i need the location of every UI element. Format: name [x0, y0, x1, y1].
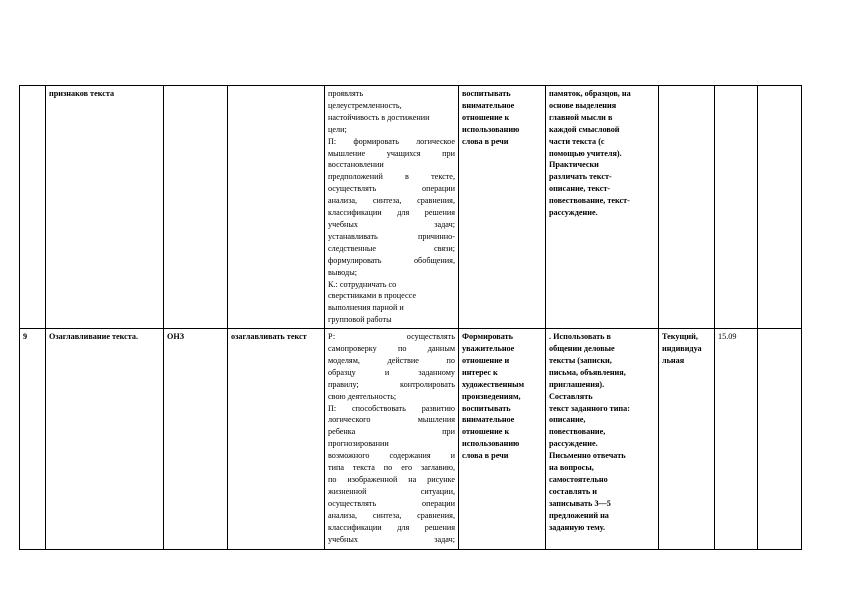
text-line: описание, — [549, 415, 586, 425]
text-line: главной мысли в — [549, 112, 613, 122]
text-line: общении деловые — [549, 344, 615, 354]
topic-cell: Озаглавливание текста. — [46, 329, 164, 550]
text-line: предположений в тексте, — [328, 172, 455, 182]
text-line: образцу и заданному — [328, 367, 455, 377]
text-line: жизненной ситуации, — [328, 486, 455, 496]
text-line: предложений на — [549, 510, 609, 520]
text-line: письма, объявления, — [549, 367, 626, 377]
text-line: групповой работы — [328, 315, 392, 325]
control-cell — [659, 86, 715, 329]
activity-cell — [546, 329, 659, 550]
text-line: Р: осуществлять — [328, 332, 455, 342]
row-number — [20, 86, 46, 329]
text-line: классификации для решения — [328, 522, 455, 532]
text-line: использованию — [462, 439, 520, 449]
text-line: слова в речи — [462, 451, 509, 461]
text-line: воспитывать — [462, 89, 511, 98]
text-line: мышление учащихся при — [328, 148, 455, 158]
text-line: по изображенной на рисунке — [328, 475, 455, 484]
extra-cell — [758, 86, 802, 329]
text-line: правилу; контролировать — [328, 379, 455, 389]
text-line: прогнозировании — [328, 439, 389, 449]
text-line: Текущий, — [662, 332, 698, 342]
text-line: уважительное — [462, 344, 515, 354]
text-line: составлять и — [549, 486, 598, 496]
text-line: основе выделения — [549, 100, 617, 110]
personal-result-cell — [459, 86, 546, 329]
text-line: учебных задач; — [328, 534, 455, 544]
text-line: льная — [662, 355, 685, 365]
text-line: повествование, текст- — [549, 196, 630, 206]
table-row — [20, 86, 802, 329]
topic-cell: признаков текста — [46, 86, 164, 329]
control-cell — [659, 329, 715, 550]
activity-cell — [546, 86, 659, 329]
text-line: различать текст- — [549, 172, 612, 182]
text-line: художественным — [462, 379, 525, 389]
text-line: помощью учителя). — [549, 148, 622, 158]
text-line: рассуждение. — [549, 208, 598, 218]
text-line: отношение к — [462, 112, 510, 122]
text-line: К.: сотрудничать со — [328, 279, 397, 289]
lesson-plan-table — [19, 85, 802, 550]
text-line: цели; — [328, 124, 347, 134]
text-line: типа текста по его заглавию, — [328, 463, 455, 473]
text-line: памяток, образцов, на — [549, 89, 631, 98]
text-line: записывать 3—5 — [549, 498, 611, 508]
text-line: самопроверку по данным — [328, 344, 455, 354]
text-line: настойчивость в достижении — [328, 112, 430, 122]
text-line: на вопросы, — [549, 463, 594, 473]
text-line: использованию — [462, 124, 520, 134]
lesson-type-cell — [164, 86, 228, 329]
lesson-type-cell: ОНЗ — [164, 329, 228, 550]
text-line: проявлять — [328, 89, 364, 98]
text-line: свою деятельность; — [328, 391, 397, 401]
text-line: повествование, — [549, 427, 606, 437]
text-line: осуществлять операции — [328, 498, 455, 508]
text-line: осуществлять операции — [328, 184, 455, 194]
text-line: заданную тему. — [549, 522, 606, 532]
text-line: отношение и — [462, 355, 510, 365]
text-line: учебных задач; — [328, 219, 455, 229]
subject-result-cell: озаглавливать текст — [228, 329, 325, 550]
text-line: возможного содержания и — [328, 451, 455, 461]
text-line: Составлять — [549, 391, 593, 401]
text-line: внимательное — [462, 100, 515, 110]
text-line: логического мышления — [328, 415, 455, 425]
text-line: Письменно отвечать — [549, 451, 626, 461]
text-line: текст заданного типа: — [549, 403, 630, 413]
text-line: целеустремленность, — [328, 100, 402, 110]
text-line: П: формировать логическое — [328, 136, 455, 146]
text-line: следственные связи; — [328, 243, 455, 253]
text-line: Практически — [549, 160, 599, 170]
extra-cell — [758, 329, 802, 550]
text-line: классификации для решения — [328, 208, 455, 218]
date-cell — [715, 86, 758, 329]
date-cell: 15.09 — [715, 329, 758, 550]
text-line: анализа, синтеза, сравнения, — [328, 196, 455, 206]
text-line: формулировать обобщения, — [328, 255, 455, 265]
text-line: устанавливать причинно- — [328, 231, 455, 241]
text-line: внимательное — [462, 415, 515, 425]
subject-result-cell — [228, 86, 325, 329]
text-line: каждой смысловой — [549, 124, 620, 134]
text-line: выводы; — [328, 267, 357, 277]
text-line: Формировать — [462, 332, 513, 342]
metasubject-cell — [325, 329, 459, 550]
text-line: анализа, синтеза, сравнения, — [328, 510, 455, 520]
text-line: воспитывать — [462, 403, 511, 413]
text-line: рассуждение. — [549, 439, 598, 449]
text-line: интерес к — [462, 367, 498, 377]
text-line: тексты (записки, — [549, 355, 612, 365]
table-row — [20, 329, 802, 550]
text-line: моделям, действие по — [328, 355, 455, 365]
text-line: . Использовать в — [549, 332, 611, 342]
text-line: восстановлении — [328, 160, 384, 170]
row-number: 9 — [20, 329, 46, 550]
metasubject-cell — [325, 86, 459, 329]
personal-result-cell — [459, 329, 546, 550]
text-line: отношение к — [462, 427, 510, 437]
text-line: приглашения). — [549, 379, 605, 389]
text-line: сверстниками в процессе — [328, 291, 416, 301]
text-line: слова в речи — [462, 136, 509, 146]
text-line: самостоятельно — [549, 475, 608, 484]
text-line: части текста (с — [549, 136, 605, 146]
text-line: П: способствовать развитию — [328, 403, 455, 413]
text-line: индивидуа — [662, 344, 702, 354]
text-line: произведениям, — [462, 391, 521, 401]
text-line: выполнения парной и — [328, 303, 404, 313]
text-line: ребенка при — [328, 427, 455, 437]
text-line: описание, текст- — [549, 184, 611, 194]
